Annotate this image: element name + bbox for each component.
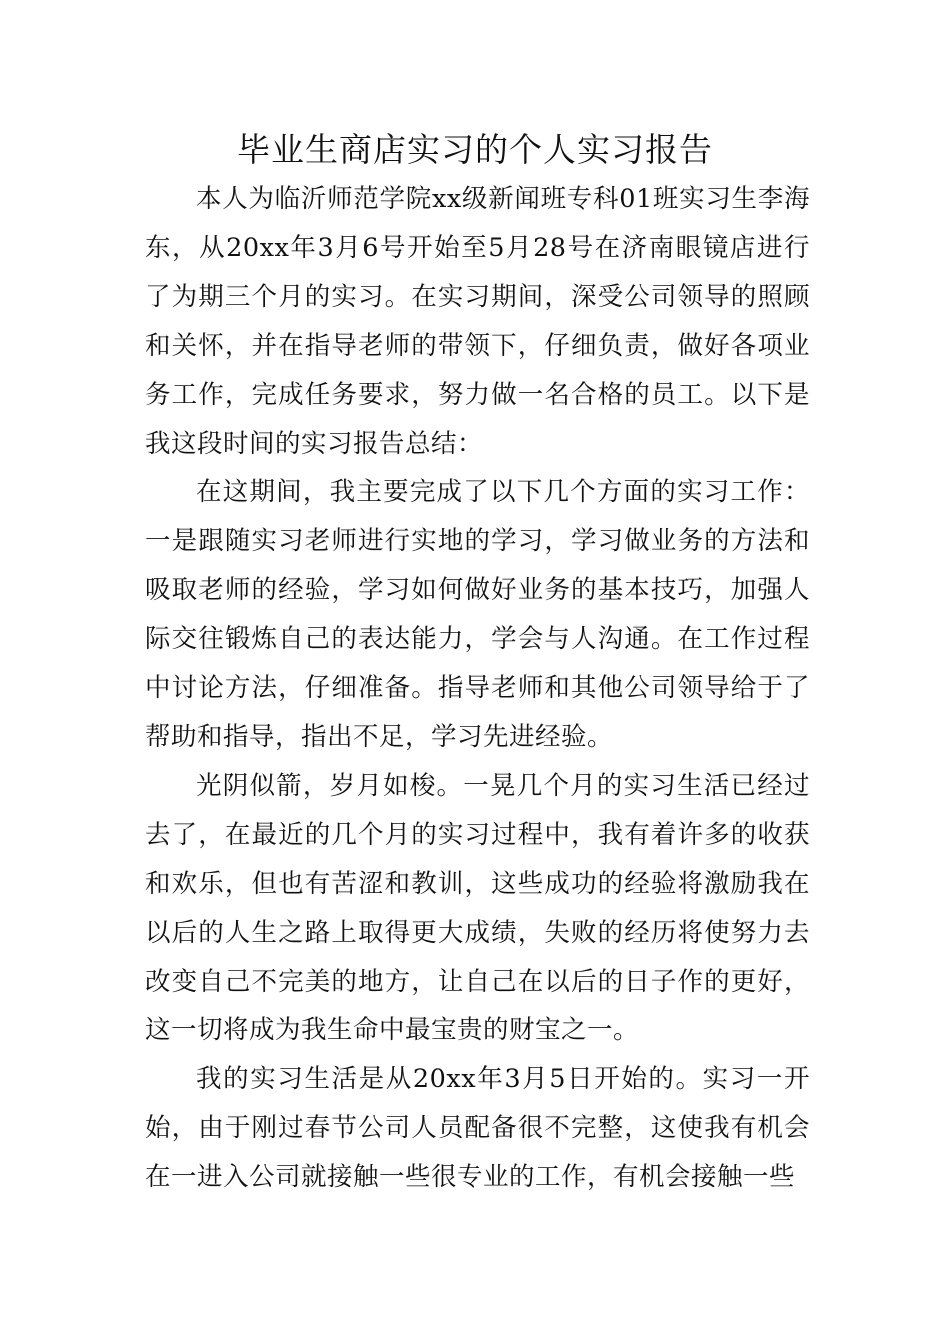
- paragraph-intro: 本人为临沂师范学院xx级新闻班专科01班实习生李海东，从20xx年3月6号开始至5月28号在济南眼镜店进行了为期三个月的实习。在实习期间，深受公司领导的照顾和关怀，并在指导老师的带领下，仔细负责，做好各项业务工作，完成任务要求，努力做一名合格的员工。以下是我这段时间的实习报告总结：: [145, 184, 810, 459]
- paragraph-reflection: 光阴似箭，岁月如梭。一晃几个月的实习生活已经过去了，在最近的几个月的实习过程中，我有着许多的收获和欢乐，但也有苦涩和教训，这些成功的经验将激励我在以后的人生之路上取得更大成绩，失败的经历将使努力去改变自己不完美的地方，让自己在以后的日子作的更好，这一切将成为我生命中最宝贵的财宝之一。: [145, 770, 810, 1046]
- paragraph-start-of-internship: 我的实习生活是从20xx年3月5日开始的。实习一开始，由于刚过春节公司人员配备很不完整，这使我有机会在一进入公司就接触一些很专业的工作，有机会接触一些: [145, 1064, 810, 1193]
- document-body: [145, 175, 810, 1202]
- paragraph-work-content: 在这期间，我主要完成了以下几个方面的实习工作：一是跟随实习老师进行实地的学习，学习做业务的方法和吸取老师的经验，学习如何做好业务的基本技巧，加强人际交往锻炼自己的表达能力，学会与人沟通。在工作过程中讨论方法，仔细准备。指导老师和其他公司领导给于了帮助和指导，指出不足，学习先进经验。: [145, 477, 810, 752]
- document-title: 毕业生商店实习的个人实习报告: [237, 130, 713, 169]
